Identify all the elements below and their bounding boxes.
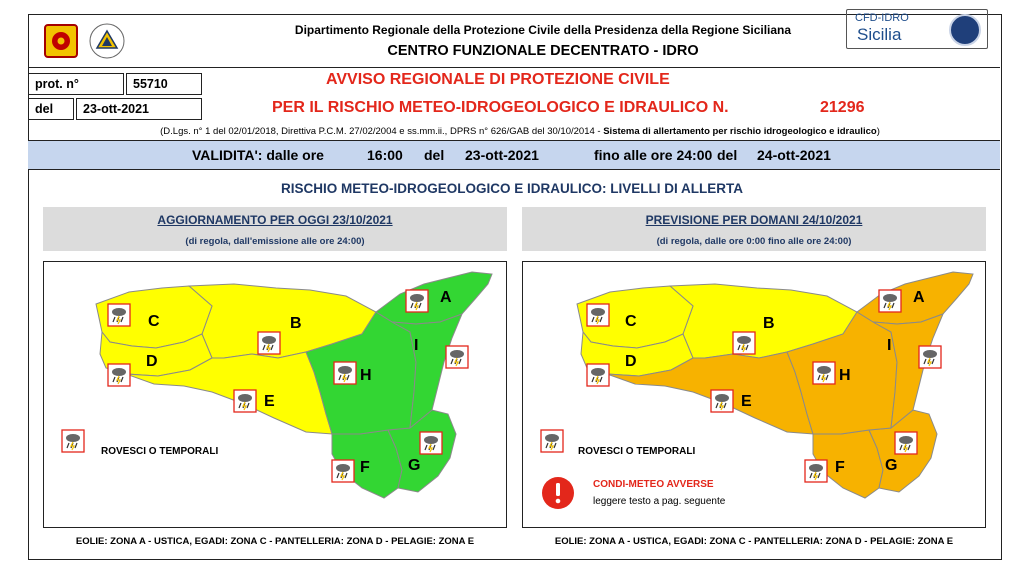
storm-icon: [587, 304, 609, 326]
today-panel-header: [43, 207, 507, 251]
storm-icon: [446, 346, 468, 368]
zone-label-a: A: [440, 289, 452, 306]
notice-title: AVVISO REGIONALE DI PROTEZIONE CIVILE: [326, 71, 670, 88]
validity-to-date: 24-ott-2021: [757, 147, 831, 163]
zone-label-e: E: [741, 393, 752, 410]
validity-from-date: 23-ott-2021: [465, 147, 539, 163]
validity-del-1: del: [424, 147, 445, 163]
storm-icon: [895, 432, 917, 454]
zone-label-c: C: [148, 313, 160, 330]
validity-label: VALIDITA': dalle ore: [192, 147, 324, 163]
tomorrow-subheading: (di regola, dalle ore 0:00 fino alle ore 24:00): [656, 236, 852, 247]
section-title: RISCHIO METEO-IDROGEOLOGICO E IDRAULICO: LIVELLI DI ALLERTA: [281, 181, 743, 196]
zone-label-g: G: [885, 457, 898, 474]
storm-icon: [919, 346, 941, 368]
storm-icon: [711, 390, 733, 412]
notice-number: 21296: [820, 99, 865, 116]
storm-icon: [108, 304, 130, 326]
storm-icon: [406, 290, 428, 312]
legal-text: (D.Lgs. n° 1 del 02/01/2018, Direttiva P.C.M. 27/02/2004 e ss.mm.ii., DPRS n° 626/GAB del 30/10/2014 -: [160, 126, 604, 137]
badge-bottom-text: Sicilia: [857, 25, 902, 44]
zone-label-d: D: [146, 353, 158, 370]
zone-label-g: G: [408, 457, 421, 474]
alert-icon: [541, 476, 575, 510]
legal-reference: [40, 126, 1000, 137]
alert-text: leggere testo a pag. seguente: [593, 496, 726, 507]
prot-value: 55710: [126, 73, 202, 95]
storm-icon: [108, 364, 130, 386]
validity-from-time: 16:00: [367, 147, 403, 163]
legal-end: ): [876, 126, 880, 137]
storm-icon: [332, 460, 354, 482]
alert-title: CONDI-METEO AVVERSE: [593, 479, 714, 490]
zone-label-d: D: [625, 353, 637, 370]
storm-icon: [420, 432, 442, 454]
zone-label-i: I: [414, 337, 419, 354]
zone-label-a: A: [913, 289, 925, 306]
today-sicily-map: [44, 262, 506, 527]
storm-icon: [813, 362, 835, 384]
storm-icon: [805, 460, 827, 482]
zone-label-b: B: [763, 315, 775, 332]
department-name: Dipartimento Regionale della Protezione Civile della Presidenza della Regione Siciliana: [294, 23, 792, 37]
today-subheading: (di regola, dall'emissione alle ore 24:00): [185, 236, 365, 247]
protezione-civile-logo-icon: [88, 22, 126, 60]
legal-system: Sistema di allertamento per rischio idrogeologico e idraulico: [603, 126, 877, 137]
prot-label: prot. n°: [28, 73, 124, 95]
tomorrow-panel-header: [522, 207, 986, 251]
badge-top-text: CFD-IDRO: [855, 12, 909, 24]
tomorrow-map-box: [522, 261, 986, 528]
region-emblem-icon: [42, 22, 80, 60]
zone-label-h: H: [360, 367, 372, 384]
tomorrow-footer-note: EOLIE: ZONA A - USTICA, EGADI: ZONA C - PANTELLERIA: ZONA D - PELAGIE: ZONA E: [554, 536, 954, 547]
del-value: 23-ott-2021: [76, 98, 202, 120]
storm-icon: [587, 364, 609, 386]
today-heading: AGGIORNAMENTO PER OGGI 23/10/2021: [157, 213, 393, 227]
validity-del-2: del: [717, 147, 738, 163]
zone-label-f: F: [835, 459, 845, 476]
storm-icon: [234, 390, 256, 412]
cfd-seal-icon: [949, 14, 981, 46]
validity-until: fino alle ore 24:00: [594, 147, 713, 163]
storm-icon: [258, 332, 280, 354]
tomorrow-heading: PREVISIONE PER DOMANI 24/10/2021: [645, 213, 863, 227]
storm-icon: [733, 332, 755, 354]
zone-label-e: E: [264, 393, 275, 410]
validity-band: [28, 140, 1000, 170]
center-name: CENTRO FUNZIONALE DECENTRATO - IDRO: [387, 43, 699, 59]
today-legend-text: ROVESCI O TEMPORALI: [101, 446, 219, 457]
zone-label-h: H: [839, 367, 851, 384]
zone-a: [376, 272, 492, 324]
cfd-idro-badge: [846, 9, 988, 49]
zone-label-b: B: [290, 315, 302, 332]
storm-icon: [879, 290, 901, 312]
zone-label-i: I: [887, 337, 892, 354]
today-footer-note: EOLIE: ZONA A - USTICA, EGADI: ZONA C - PANTELLERIA: ZONA D - PELAGIE: ZONA E: [75, 536, 475, 547]
storm-icon: [334, 362, 356, 384]
legend-storm-icon: [541, 430, 563, 452]
notice-subtitle: PER IL RISCHIO METEO-IDROGEOLOGICO E IDRAULICO N.: [272, 99, 729, 116]
zone-label-c: C: [625, 313, 637, 330]
tomorrow-legend-text: ROVESCI O TEMPORALI: [578, 446, 696, 457]
legend-storm-icon: [62, 430, 84, 452]
del-label: del: [28, 98, 74, 120]
zone-label-f: F: [360, 459, 370, 476]
today-map-box: [43, 261, 507, 528]
